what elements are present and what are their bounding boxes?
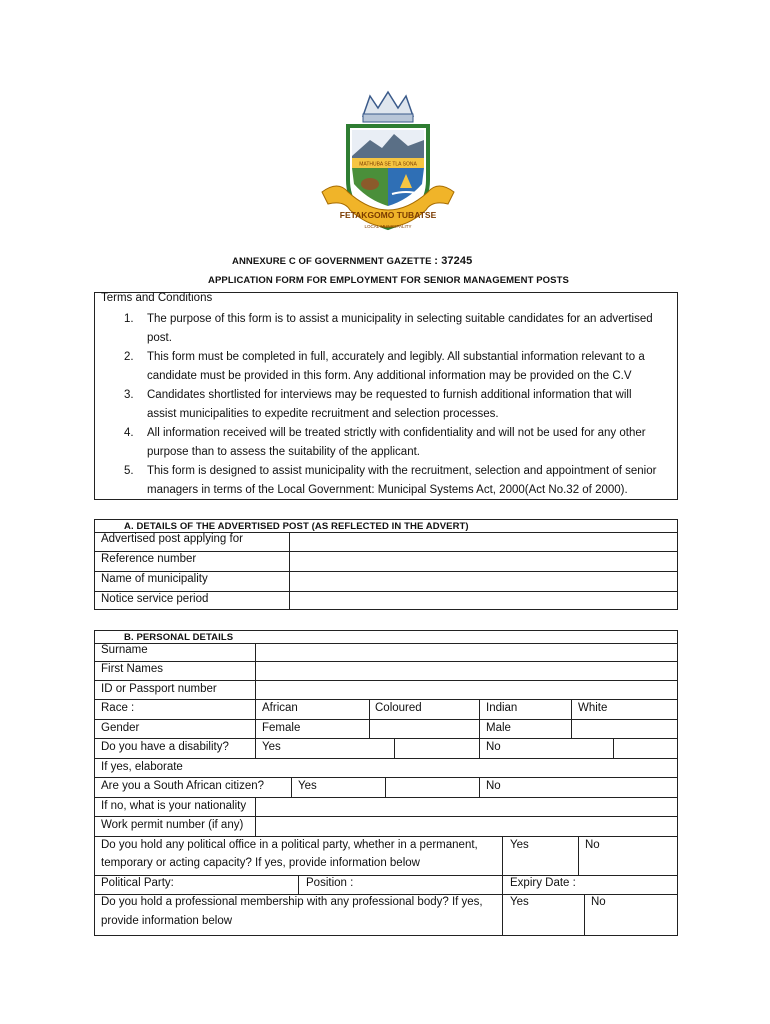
gender-option-male[interactable]: Male (486, 722, 511, 734)
terms-title: Terms and Conditions (101, 292, 213, 304)
elaborate-label: If yes, elaborate (101, 761, 183, 773)
terms-item-number: 1. (124, 313, 134, 325)
divider (94, 643, 678, 644)
professional-no[interactable]: No (591, 896, 606, 908)
political-party-label: Political Party: (101, 877, 174, 889)
professional-yes[interactable]: Yes (510, 896, 529, 908)
race-option-indian[interactable]: Indian (486, 702, 518, 714)
annexure-heading (232, 255, 472, 267)
race-label: Race : (101, 702, 135, 714)
divider (94, 591, 678, 592)
citizen-label: Are you a South African citizen? (101, 780, 265, 792)
nationality-input[interactable] (258, 799, 676, 815)
annexure-text: ANNEXURE C OF GOVERNMENT GAZETTE (232, 256, 432, 267)
terms-item-text: This form is designed to assist municipality with the recruitment, selection and appointment of senior (147, 465, 657, 477)
municipality-name-input[interactable] (292, 573, 676, 590)
elaborate-input[interactable] (258, 760, 676, 776)
section-a-title: A. DETAILS OF THE ADVERTISED POST (AS REFLECTED IN THE ADVERT) (124, 521, 469, 532)
terms-item-number: 4. (124, 427, 134, 439)
form-title: APPLICATION FORM FOR EMPLOYMENT FOR SENIOR MANAGEMENT POSTS (208, 275, 569, 286)
surname-label: Surname (101, 644, 148, 656)
terms-item-text: post. (147, 332, 172, 344)
disability-yes[interactable]: Yes (262, 741, 281, 753)
surname-input[interactable] (258, 645, 676, 660)
crest-sub-text: LOCAL MUNICIPALITY (364, 224, 412, 229)
citizen-yes[interactable]: Yes (298, 780, 317, 792)
crest-name-text: FETAKGOMO TUBATSE (339, 210, 437, 220)
section-b-title: B. PERSONAL DETAILS (124, 632, 234, 643)
nationality-label: If no, what is your nationality (101, 800, 247, 812)
reference-number-input[interactable] (292, 553, 676, 570)
political-question-line2: temporary or acting capacity? If yes, provide information below (101, 857, 420, 869)
position-label: Position : (306, 877, 354, 889)
race-option-african[interactable]: African (262, 702, 298, 714)
terms-item-number: 3. (124, 389, 134, 401)
id-label: ID or Passport number (101, 683, 217, 695)
gazette-number: : 37245 (434, 255, 473, 267)
disability-label: Do you have a disability? (101, 741, 229, 753)
terms-item-text: This form must be completed in full, accurately and legibly. All substantial information relevant to a (147, 351, 645, 363)
work-permit-input[interactable] (258, 818, 676, 834)
race-option-white[interactable]: White (578, 702, 608, 714)
first-names-input[interactable] (258, 663, 676, 679)
terms-item-text: assist municipalities to expedite recruitment and selection processes. (147, 408, 499, 420)
advertised-post-input[interactable] (292, 534, 676, 550)
municipal-crest-logo (308, 88, 468, 248)
terms-item-text: Candidates shortlisted for interviews may be requested to furnish additional information that will (147, 389, 632, 401)
expiry-date-label: Expiry Date : (510, 877, 576, 889)
terms-item-number: 2. (124, 351, 134, 363)
municipality-name-label: Name of municipality (101, 573, 208, 585)
terms-item-text: managers in terms of the Local Government: Municipal Systems Act, 2000(Act No.32 of 2000). (147, 484, 628, 496)
gender-label: Gender (101, 722, 140, 734)
advertised-post-label: Advertised post applying for (101, 533, 243, 545)
divider (94, 571, 678, 572)
reference-number-label: Reference number (101, 553, 197, 565)
terms-item-text: candidate must be provided in this form. Any additional information may be provided on the C.V (147, 370, 632, 382)
crest-motto-text: MATHUBA SE TLA SONA (359, 161, 417, 168)
disability-no[interactable]: No (486, 741, 501, 753)
gender-option-female[interactable]: Female (262, 722, 301, 734)
citizen-no[interactable]: No (486, 780, 501, 792)
id-input[interactable] (258, 682, 676, 698)
terms-item-text: All information received will be treated strictly with confidentiality and will not be used for any other (147, 427, 646, 439)
first-names-label: First Names (101, 663, 163, 675)
terms-item-text: The purpose of this form is to assist a municipality in selecting suitable candidates for an advertised (147, 313, 653, 325)
political-yes[interactable]: Yes (510, 839, 529, 851)
professional-question-line2: provide information below (101, 915, 233, 927)
race-option-coloured[interactable]: Coloured (375, 702, 422, 714)
notice-period-label: Notice service period (101, 593, 209, 605)
political-no[interactable]: No (585, 839, 600, 851)
political-question-line1: Do you hold any political office in a political party, whether in a permanent, (101, 839, 478, 851)
terms-item-text: purpose than to assess the suitability of the applicant. (147, 446, 420, 458)
terms-item-number: 5. (124, 465, 134, 477)
work-permit-label: Work permit number (if any) (101, 819, 244, 831)
professional-question-line1: Do you hold a professional membership with any professional body? If yes, (101, 896, 483, 908)
notice-period-input[interactable] (292, 593, 676, 609)
divider (94, 551, 678, 552)
